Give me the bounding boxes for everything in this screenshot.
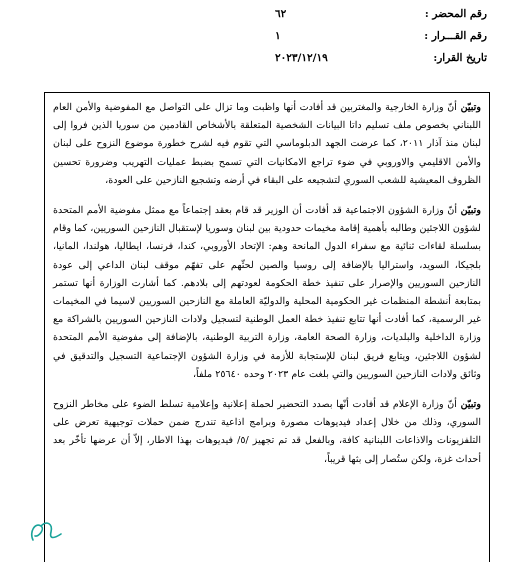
decision-date-label: تاريخ القرار: (433, 52, 487, 64)
decision-date-value: ٢٠٢٣/١٢/١٩ (275, 52, 328, 64)
paragraph-social-affairs (53, 202, 481, 384)
record-number-value: ٦٢ (275, 8, 287, 20)
paragraph-foreign-affairs (53, 99, 481, 190)
paragraph-lead: وتبيّن (460, 399, 481, 411)
paragraph-text: أنّ وزارة الإعلام قد أفادت أنّها بصدد التحضير لحملة إعلانية وإعلامية تسلط الضوء على مخاطر النزوح السوري، وذلك من خلال إعداد فيديوهات مصورة وبرامج اذاعية تندرج ضمن حملات توجيهية تعرض على التلفزيونات والاذاعات اللبنانية كافة، وبالفعل قد تم تجهيز /٥/ فيديوهات بهذا الاطار، إلاّ أن عرضها تأخّر بعد أحداث غزة، ولكن ستُصار إلى بثها قريباً، (53, 399, 482, 465)
paragraph-information (53, 396, 481, 469)
paragraph-text: أنّ وزارة الخارجية والمغتربين قد أفادت أنها واظبت وما تزال على التواصل مع المفوضية والأمن العام اللبناني بخصوص ملف تسليم داتا البيانات الشخصية المتعلقة بالأشخاص القادمين من سوريا الذين فروا إلى لبنان منذ آذار ٢٠١١، كما عرضت الجهد الدبلوماسي التي تقوم فيه لشرح خطورة موضوع النزوح على لبنان والأمن الاقليمي والاوروبي في ضوء تراجع الامكانيات التي تسمح بضبط عمليات التهريب وضرورة تحسين الظروف المعيشية للشعب السوري لتشجيعه على البقاء في أرضه وتشجيع النازحين على العودة، (53, 102, 481, 186)
decision-number-value: ١ (275, 30, 281, 42)
handwritten-signature (25, 510, 65, 548)
document-body-frame (44, 92, 490, 562)
record-number-row (257, 4, 487, 26)
decision-number-row (257, 26, 487, 48)
decision-number-label: رقم القـــرار : (424, 30, 487, 42)
record-number-label: رقم المحضر : (424, 8, 487, 20)
paragraph-lead: وتبيّن (460, 205, 481, 217)
record-header (257, 4, 487, 70)
paragraph-lead: وتبيّن (460, 102, 481, 113)
decision-date-row (257, 48, 487, 70)
paragraph-text: أنّ وزارة الشؤون الاجتماعية قد أفادت أن الوزير قد قام بعقد إجتماعاً مع ممثل مفوضية الأمم المتحدة لشؤون اللاجئين وطالبه بأهمية إقامة مخيمات حدودية بين لبنان وسوريا لإستقبال النازحين السوريين، كما وقام بسلسلة لقاءات ثنائية مع سفراء الدول المانحة وهم: الإتحاد الأوروبي، كندا، فرنسا، ايطاليا، هولندا، المانيا، بلجيكا، السويد، واستراليا بالإضافة إلى روسيا والصين لحثّهم على تفهّم موقف لبنان الداعي إلى عودة النازحين السوريين والإصرار على تنفيذ خطة الحكومة لعودتهم إلى بلادهم. كما أشارت الوزارة أنها تستمر بمتابعة أنشطة المنظمات غير الحكومية المحلية والدوليّة العاملة مع النازحين السوريين لاسيما في المخيمات غير الرسمية، كما أفادت أنها تتابع تنفيذ خطة العمل الوطنية لتسجيل ولادات النازحين السوريين بالشراكة مع وزارة الداخلية والبلديات، وزارة الصحة العامة، وزارة التربية الوطنية، بالإضافة إلى مفوضية الأمم المتحدة لشؤون اللاجئين، ويتابع فريق لبنان للإستجابة للأزمة في وزارة الشؤون الإجتماعية التسجيل والتدقيق في وثائق ولادات النازحين السوريين والتي بلغت عام ٢٠٢٣ وحده ٢٥٦٤٠ ملفاً، (53, 205, 481, 380)
